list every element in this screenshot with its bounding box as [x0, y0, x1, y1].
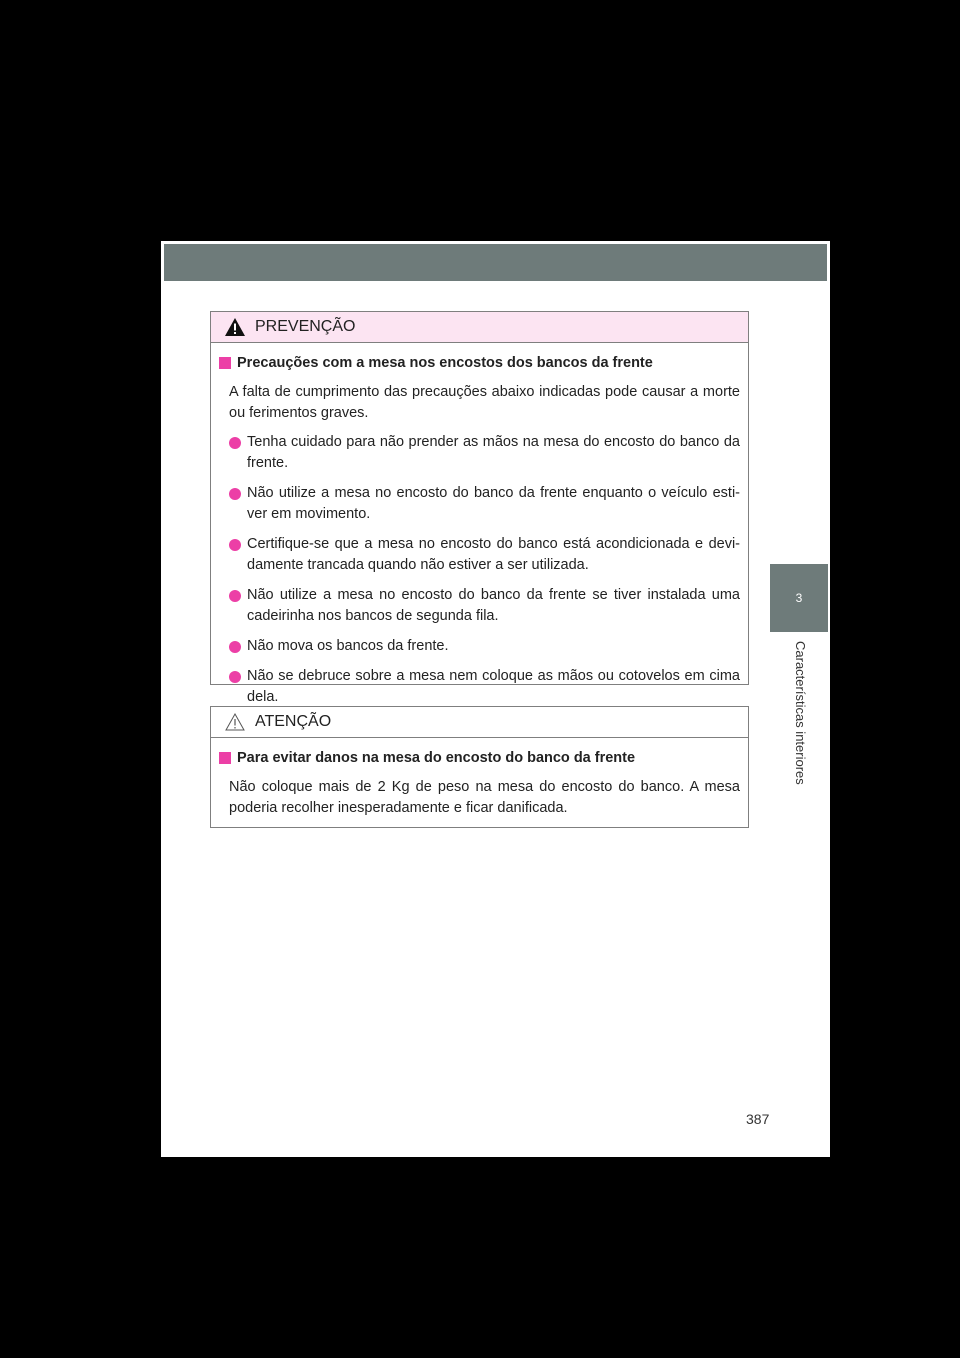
warning-triangle-outline-icon [225, 713, 245, 731]
round-bullet-icon [229, 488, 241, 500]
caution-box-title: ATENÇÃO [255, 713, 332, 730]
caution-text: Não coloque mais de 2 Kg de peso na mesa do encosto do banco. A mesa poderia recolher inesperadamente e ficar danificada. [229, 779, 740, 816]
round-bullet-icon [229, 671, 241, 683]
caution-box [210, 706, 749, 828]
round-bullet-icon [229, 437, 241, 449]
round-bullet-icon [229, 590, 241, 602]
list-item: Não utilize a mesa no encosto do banco da frente se tiver instalada uma cadeirinha nos bancos de segunda fila. [219, 585, 740, 627]
caution-section-title: Para evitar danos na mesa do encosto do banco da frente [219, 748, 740, 769]
list-item: Não mova os bancos da frente. [219, 636, 740, 657]
page-number: 387 [746, 1111, 770, 1127]
list-item: Não se debruce sobre a mesa nem coloque as mãos ou cotovelos em cima dela. [219, 666, 740, 708]
round-bullet-icon [229, 641, 241, 653]
warning-intro: A falta de cumprimento das precauções abaixo indicadas pode causar a morte ou ferimentos graves. [229, 384, 740, 421]
square-bullet-icon [219, 357, 231, 369]
warning-box-body [211, 343, 748, 731]
warning-section-title: Precauções com a mesa nos encostos dos bancos da frente [219, 353, 740, 374]
caution-box-header [211, 707, 748, 738]
chapter-tab: 3 [770, 564, 828, 632]
list-item: Certifique-se que a mesa no encosto do banco está acondicionada e devi- damente trancada quando não estiver a ser utilizada. [219, 534, 740, 576]
warning-triangle-filled-icon [225, 318, 245, 336]
list-item: Não utilize a mesa no encosto do banco da frente enquanto o veículo esti- ver em movimento. [219, 483, 740, 525]
square-bullet-icon [219, 752, 231, 764]
warning-box-header [211, 312, 748, 343]
manual-page: PREVENÇÃO Precauções com a mesa nos encostos dos bancos da frente A falta de cumprimento das precauções abaixo indicadas pode causar a morte ou ferimentos graves. Tenha cuidado para não prender as mãos na mesa do encosto do banco da frente. Não utilize a mesa no encosto do banco da frente enquanto o veículo esti- ver em movimento. Certifique-se que a mesa no encosto do banco está acondicionada e devi- damente trancada quando não estiver a ser utilizada. Não utilize a mesa no encosto do banco da frente se tiver instalada uma cadeirinha nos bancos de segunda fila. Não mova os bancos da frente. Não se debruce sobre a mesa nem coloque as mãos ou cotovelos em cima dela. ATENÇÃO Para evitar danos na mesa do encosto do banco da frente Não coloque mais de 2 Kg de peso na mesa do encosto do banco. A mesa poderia recolher inesperadamente e ficar danificada. 3 Características interiores [161, 241, 830, 1157]
warning-box-title: PREVENÇÃO [255, 318, 356, 335]
list-item: Tenha cuidado para não prender as mãos na mesa do encosto do banco da frente. [219, 432, 740, 474]
round-bullet-icon [229, 539, 241, 551]
warning-box [210, 311, 749, 705]
caution-box-body [211, 738, 748, 841]
page-header-bar [164, 244, 827, 281]
